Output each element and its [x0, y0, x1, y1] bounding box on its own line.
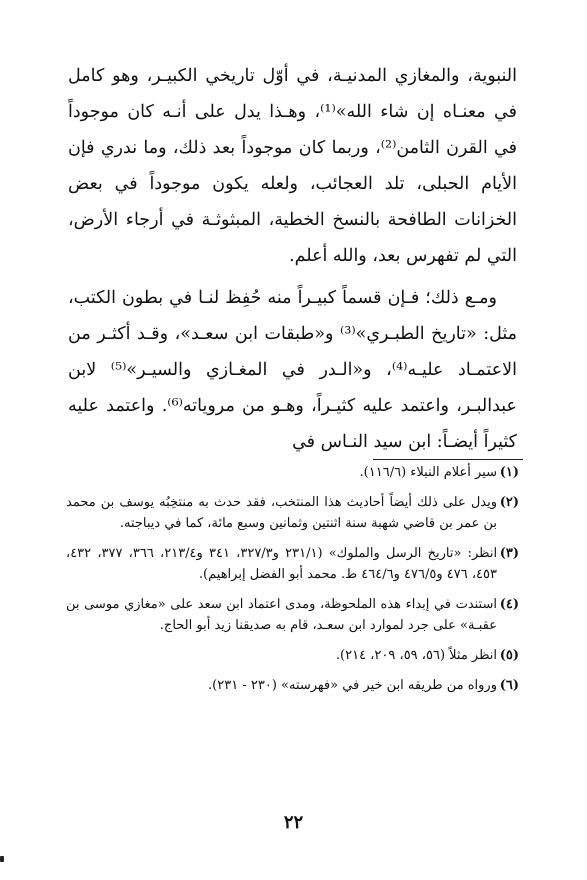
footnote-text: انظر مثلاً (٥٦، ٥٩، ٢٠٩، ٢١٤). — [335, 648, 497, 663]
footnote-number: (٥) — [499, 648, 519, 663]
footnote-text: انظر: «تاريخ الرسل والملوك» (٢٣١/١ و٣٢٧/٣، ٣٤١ و٢١٣/٤، ٣٦٦، ٣٧٧، ٤٣٢، ٤٥٣، ٤٧٦ و٤٧٦/٥ و٤٦٤/٦ ط. محمد أبو الفضل إبراهيم). — [66, 546, 498, 582]
footnote-number: (٦) — [499, 678, 519, 693]
footnote-number: (٣) — [499, 546, 519, 561]
footnote — [66, 594, 519, 636]
scan-edge-mark — [0, 856, 4, 862]
footnote-text: استندت في إبداء هذه الملحوظة، ومدى اعتماد ابن سعد على «مغازي موسى بن عقبـة» على جرد لموارد ابن سعـد، قام به صديقنا زيد أبو الحاج. — [66, 597, 497, 633]
footnote-text: سير أعلام النبلاء (١١٦/٦). — [359, 465, 497, 480]
paragraph-2: ومـع ذلك؛ فـإن قسماً كبيـراً منه حُفِظ لنـا في بطون الكتب، مثل: «تاريخ الطبـري»⁽³⁾ و«طبقات ابن سعـد»، وقـد أكثـر من الاعتمـاد عليـه⁽⁴⁾، و«الـدر في المغـازي والسيـر»⁽⁵⁾ لابن عبدالبـر، واعتمد عليه كثيـراً، وهـو من مروياته⁽⁶⁾. واعتمد عليه كثيراً أيضـاً: ابن سيد النـاس في — [68, 288, 518, 452]
main-text — [68, 58, 517, 460]
footnote-number: (٢) — [499, 495, 519, 510]
paragraph-1: النبوية، والمغازي المدنيـة، في أوّل تاريخي الكبيـر، وهو كامل في معنـاه إن شاء الله»⁽¹⁾، وهـذا يدل على أنـه كان موجوداً في القرن الثامن⁽²⁾، وربما كان موجوداً بعد ذلك، وما ندري فإن الأيام الحبلى، تلد العجائب، ولعله يكون موجوداً في بعض الخزانات الطافحة بالنسخ الخطية، المبثوثـة في أرجاء الأرض، التي لم تفهرس بعد، والله أعلم. — [68, 66, 517, 266]
page-number: ٢٢ — [283, 812, 304, 833]
footnote — [66, 543, 519, 585]
footnote-text: ورواه من طريقه ابن خير في «فهرسته» (٢٣٠ - ٢٣١). — [208, 678, 497, 693]
footnote-number: (١) — [499, 465, 519, 480]
footnote — [66, 462, 519, 483]
footnote — [66, 675, 519, 696]
footnote-separator — [373, 459, 523, 460]
footnote — [66, 492, 519, 534]
footnote — [66, 645, 519, 666]
footnote-text: ويدل على ذلك أيضاً أحاديث هذا المنتخب، فقد حدث به منتخِبُه يوسف بن محمد بن عمر بن قاضي شهبة سنة اثنتين وثمانين وسبع مائة، كما في ديباجته. — [66, 495, 497, 531]
footnote-number: (٤) — [499, 597, 519, 612]
footnotes — [66, 462, 519, 705]
